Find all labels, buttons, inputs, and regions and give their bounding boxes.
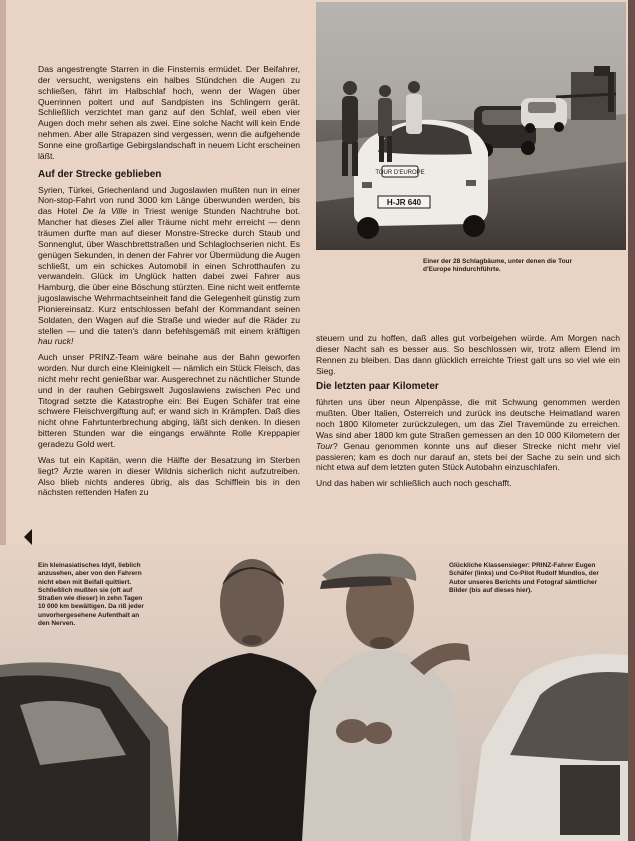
paragraph-closing: Und das haben wir schließlich auch noch geschafft. xyxy=(316,478,512,489)
article-column-right xyxy=(316,333,620,494)
paragraph-kapitaen-continued: steuern und zu hoffen, daß alles gut vorbeigehen würde. Am Morgen nach dieser Nacht sah es besser aus. So beschlossen wir, trotz allem Elend im Rennen zu bleiben. Das dann glücklich erreichte Triest galt uns so viel wie ein Sieg. xyxy=(316,333,620,376)
paragraph-non-stop-fahrt: Syrien, Türkei, Griechenland und Jugoslawien mußten nun in einer Non-stop-Fahrt von rund 3000 km Länge überwunden werden, bis das Hotel De la Ville in Triest wenige Stunden Nachtruhe bot. Mancher hat dieses Ziel aller Träume nicht mehr erreicht — denn träumen durfte man auf dieser Monstre-Strecke durch Staub und Sonnenglut, über Waschbrettstraßen und Schlaglochserien nicht. Es genügen Sekunden, in denen der Fahrer vor Übermüdung die Augen schließt, um ein schickes Automobil in einen Schrotthaufen zu verwandeln. Glück im Unglück hatten dabei zwei Fahrer aus Hamburg, die über eine Böschung stürzten. Eine nicht weit entfernte jugoslawische Wehrmachtseinheit fand die Gelegenheit günstig zum Pioniereinsatz. Kurz entschlossen befahl der Kommandant seinen Soldaten, den Wagen auf die Straße und wieder auf die Räder zu stellen — und die taten's dann befehlsgemäß mit einem kräftigen hau ruck! xyxy=(38,184,300,347)
paragraph-alpenpaesse: führten uns über neun Alpenpässe, die mit Schwung genommen werden mußten. Über Italien, Österreich und zurück ins deutsche Heimatland waren noch 1800 Kilometer zurückzulegen, um das Ziel Travemünde zu erreichen. Was sind aber 1800 km gute Straßen gemessen an den 10 000 Kilometern der Tour? Genau genommen konnte uns auf dieser Strecke nicht mehr viel passieren; kam es doch nur darauf an, stets bei der Sache zu sein und sich nicht etwa auf dem letzten guten Stück Autobahn einzuschlafen. xyxy=(316,397,620,473)
hotel-name: De la Ville xyxy=(82,206,128,217)
photo-border-checkpoint xyxy=(316,2,626,250)
caption-right-winners: Glückliche Klassensieger: PRINZ-Fahrer Eugen Schäfer (links) und Co-Pilot Rudolf Mundlos, der Autor unseres Berichts und Fotograf sämtlicher Bilder (bis auf dieses hier). xyxy=(449,562,599,594)
license-plate-text: H-JR 640 xyxy=(386,198,422,207)
tour-word: Tour xyxy=(316,440,333,451)
paragraph-prinz-team: Auch unser PRINZ-Team wäre beinahe aus der Bahn geworfen worden. Nur durch eine Kleinigkeit — nämlich ein Stück Fleisch, das nicht mehr recht genießbar war. Ausgerechnet zu nächtlicher Stunde und in der rauhen Gebirgswelt Jugoslawiens zwischen Pec und Titograd setzte die Katastrophe ein: Bei Eugen Schäfer trat eine schwere Fleischvergiftung auf; er wand sich in Krämpfen. Daß dies nicht ohne Fahrtunterbrechung abging, läßt sich denken. In diesen bitteren Stunden war die eingangs erwähnte Rolle Kreppapier geradezu Gold wert. xyxy=(38,352,300,449)
caption-top-photo: Einer der 28 Schlagbäume, unter denen die Tour d'Europe hindurchführte. xyxy=(423,258,573,274)
article-column-left xyxy=(38,64,300,503)
heading-strecke-geblieben: Auf der Strecke geblieben xyxy=(38,168,162,180)
page-edge-right xyxy=(628,0,635,841)
intro-paragraph: Das angestrengte Starren in die Finsternis ermüdet. Der Beifahrer, der versucht, wenigstens ein halbes Stündchen die Augen zu schließen, fährt im Halbschlaf hoch, wenn der Wagen über Querrinnen poltert und auf Sandpisten ins Schlingern gerät. Schließlich verzichtet man ganz auf den Schlaf, weil eben vier Augen doch mehr sehen als zwei. Eine solche Nacht will kein Ende nehmen. Aber alle Strapazen sind vergessen, wenn die aufgehende Sonne eine großartige Gebirgslandschaft in neuem Licht erscheinen läßt. xyxy=(38,64,300,161)
caption-left-idyll: Ein kleinasiatisches Idyll, lieblich anzusehen, aber von den Fahrern nicht eben mit Beifall quittiert. Schließlich mußten sie (oft auf Straßen wie dieser) in zehn Tagen 10 000 km bewältigen. Da riß jeder unvorhergesehene Aufenthalt an den Nerven. xyxy=(38,562,144,628)
command-hau-ruck: hau ruck! xyxy=(38,336,74,347)
paragraph-kapitaen: Was tut ein Kapitän, wenn die Hälfte der Besatzung im Sterben liegt? Ärzte waren in dieser Wildnis sicherlich nicht aufzutreiben. Also blieb nichts anderes übrig, als das Schifflein bis in den nächsten rettenden Hafen zu xyxy=(38,454,300,498)
arrow-left-icon xyxy=(24,529,32,545)
heading-letzten-kilometer: Die letzten paar Kilometer xyxy=(316,381,439,393)
rally-plate-text: TOUR D'EUROPE xyxy=(375,170,425,176)
